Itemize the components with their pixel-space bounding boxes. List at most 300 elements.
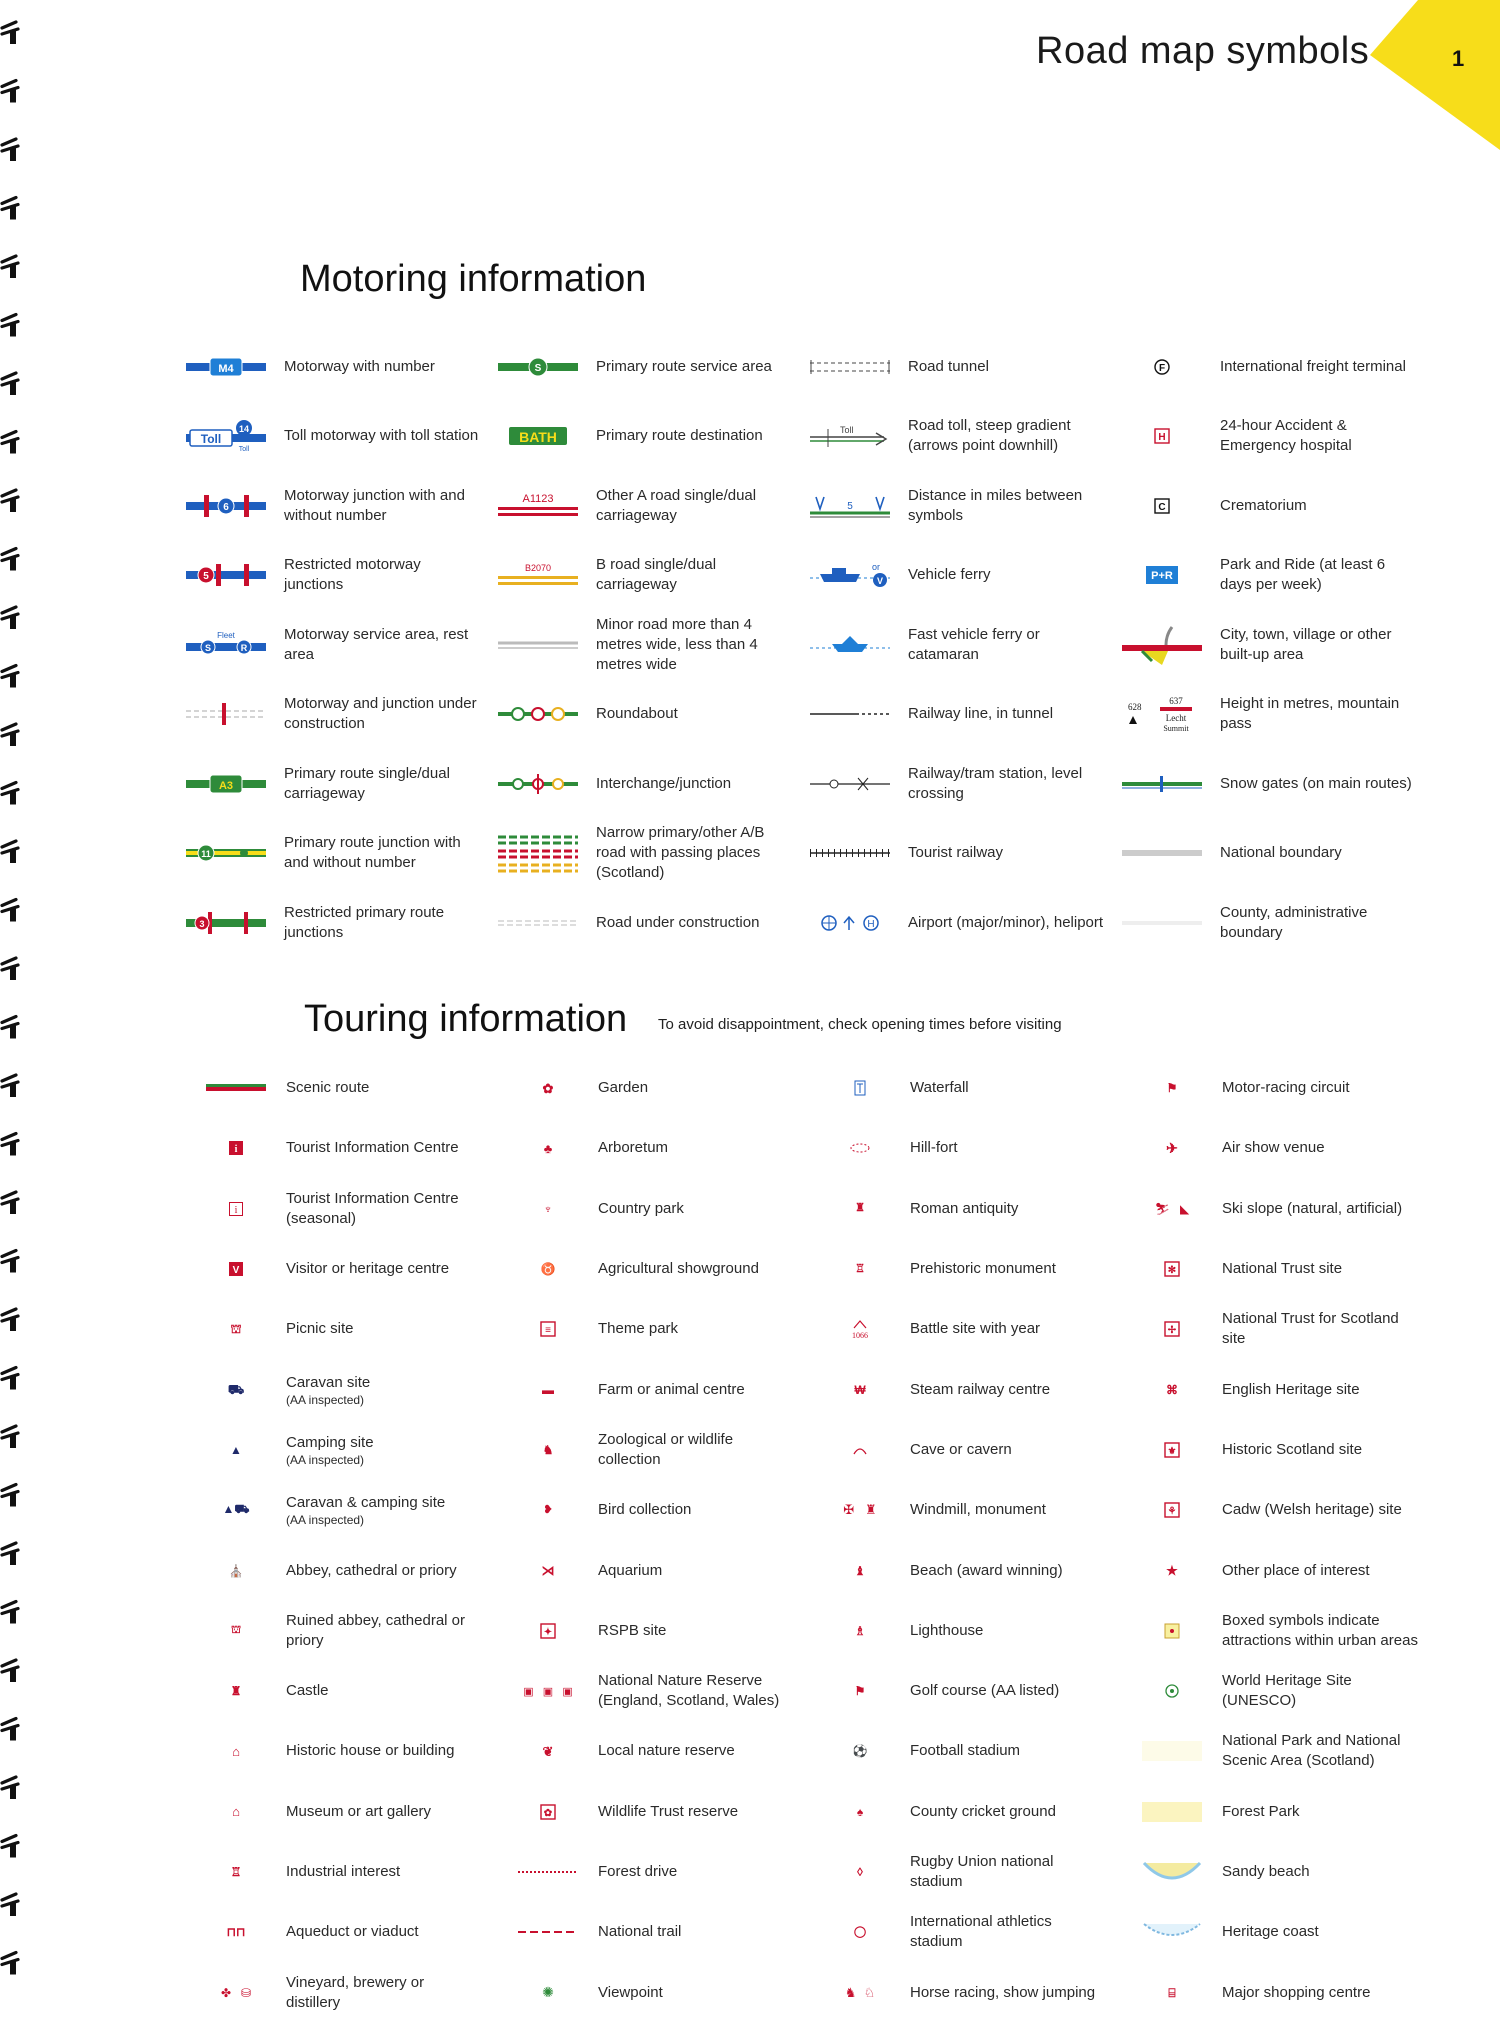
farm-icon: ▬ [542,1382,554,1397]
legend-label-text: Motorway and junction under construction [284,695,477,733]
touring-legend-item [512,1902,824,1962]
motoring-legend-item [806,819,1118,889]
legend-label-text: Cave or cavern [910,1440,1012,1458]
touring-legend-item [512,1239,824,1299]
motoring-item-label [596,823,792,883]
viewpoint-icon: ✺ [542,1984,554,2001]
touring-legend-item [200,1661,512,1721]
svg-text:A1123: A1123 [522,492,554,505]
legend-label-text: National trail [598,1923,682,1941]
touring-item-label [286,1189,482,1229]
freight-terminal-icon [1118,358,1206,376]
country-park-icon: ♆ [543,1201,553,1216]
svg-text:V: V [232,1265,240,1277]
touring-legend-item [1136,1239,1476,1299]
legend-label-text: Farm or animal centre [598,1380,745,1398]
touring-legend-item [512,1299,824,1359]
legend-label-text: Scenic route [286,1079,370,1097]
legend-label-text: National Trust for Scotland site [1222,1310,1399,1348]
svg-text:⚜: ⚜ [1167,1445,1177,1457]
forest-park-icon [1136,1802,1208,1822]
golf-icon: ⚑ [854,1684,866,1699]
svg-text:Fleet: Fleet [217,630,235,640]
svg-text:C: C [1158,501,1166,513]
zoo-icon: ♞ [542,1442,554,1457]
restricted-primary-icon [182,908,270,938]
b-road-icon [494,560,582,590]
cave-icon [824,1445,896,1455]
motoring-item-label [596,486,792,526]
legend-label-text: Historic house or building [286,1742,455,1760]
touring-item-label [598,1671,794,1711]
svg-text:⚘: ⚘ [1167,1506,1177,1518]
touring-legend-item [512,1721,824,1781]
primary-junction-icon [182,838,270,868]
touring-item-label [910,1741,1106,1761]
svg-text:or: or [872,562,881,573]
touring-item-label [1222,1671,1418,1711]
museum-icon: ⌂ [232,1804,240,1820]
legend-label-text: Crematorium [1220,496,1307,514]
motoring-legend-item [494,888,806,958]
aquarium-icon: ⋊ [541,1563,555,1579]
castle-icon: ♜ [230,1684,242,1699]
touring-legend-item [200,1782,512,1842]
cricket-icon: ♠ [856,1804,864,1819]
legend-label-text: Battle site with year [910,1320,1041,1338]
motoring-legend-item [1118,749,1458,819]
motoring-item-label [908,357,1104,377]
legend-sublabel: (AA inspected) [286,1513,365,1528]
legend-label-text: Hill-fort [910,1139,958,1157]
svg-text:Toll: Toll [840,425,854,436]
national-trail-icon [512,1929,584,1935]
legend-label-text: Zoological or wildlife collection [598,1430,734,1468]
motoring-item-label [284,833,480,873]
legend-label-text: Other place of interest [1222,1561,1370,1579]
touring-legend-item [512,1420,824,1480]
touring-legend-item [1136,1661,1476,1721]
legend-label-text: Tourist railway [908,844,1004,862]
showground-icon: ♉ [540,1262,556,1277]
svg-text:Toll: Toll [238,446,250,454]
corner-tab [1370,0,1500,150]
touring-item-label [286,1802,482,1822]
touring-item-label [598,1199,794,1219]
cadw-icon [1136,1502,1208,1518]
national-park-icon [1136,1741,1208,1761]
motoring-legend-item [806,888,1118,958]
touring-item-label [1222,1611,1418,1651]
touring-item-label [910,1199,1106,1219]
touring-item-label [598,1500,794,1520]
garden-icon: ✿ [542,1080,554,1096]
svg-text:Summit: Summit [1163,724,1189,734]
motoring-legend-item [182,402,494,472]
legend-label-text: Picnic site [286,1320,354,1338]
touring-item-label [286,1138,482,1158]
touring-item-label [286,1259,482,1279]
touring-legend-item [824,1420,1136,1480]
horse-racing-icon: ♞ ♘ [844,1984,876,2000]
local-nature-icon: ❦ [542,1743,554,1759]
touring-legend-item [824,1058,1136,1118]
toll-motorway-icon [182,418,270,454]
legend-label-text: Heritage coast [1222,1923,1319,1941]
national-boundary-icon [1118,848,1206,858]
legend-label-text: Horse racing, show jumping [910,1983,1096,2001]
touring-item-label [598,1319,794,1339]
touring-item-label [286,1973,482,2013]
legend-label-text: Road toll, steep gradient (arrows point downhill) [908,417,1071,455]
distance-icon [806,491,894,521]
touring-item-label [910,1621,1106,1641]
touring-legend-item [512,1842,824,1902]
touring-item-label [1222,1862,1418,1882]
motorway-construction-icon [182,699,270,729]
legend-label-text: Visitor or heritage centre [286,1260,450,1278]
legend-label-text: Ruined abbey, cathedral or priory [286,1611,466,1649]
motoring-item-label [284,903,480,943]
touring-legend-item [200,1902,512,1962]
legend-label-text: Cadw (Welsh heritage) site [1222,1501,1402,1519]
touring-legend-item [824,1239,1136,1299]
arboretum-icon: ♣ [543,1140,553,1156]
motoring-grid [182,332,1482,958]
touring-legend-item [824,1601,1136,1661]
motoring-item-label [1220,357,1416,377]
legend-label-text: Forest drive [598,1863,678,1880]
touring-item-label [910,1912,1106,1952]
touring-item-label [598,1621,794,1641]
svg-text:H: H [867,918,875,930]
legend-label-text: Boxed symbols indicate attractions within urban areas [1222,1611,1418,1649]
touring-item-label [286,1681,482,1701]
svg-text:5: 5 [203,571,209,583]
motoring-item-label [908,843,1104,863]
motoring-legend-item [494,541,806,611]
legend-label-text: Sandy beach [1222,1863,1310,1880]
motoring-legend-item [182,749,494,819]
legend-label-text: Primary route destination [596,427,763,445]
motoring-item-label [284,486,480,526]
motoring-item-label [596,555,792,595]
legend-label-text: Lighthouse [910,1621,984,1639]
legend-label-text: County, administrative boundary [1220,903,1368,941]
legend-label-text: Motorway with number [284,357,435,375]
legend-label-text: Caravan & camping site [286,1494,446,1512]
legend-label-text: Restricted motorway junctions [284,556,421,594]
touring-item-label [598,1138,794,1158]
legend-label-text: English Heritage site [1222,1380,1360,1398]
svg-text:M4: M4 [218,362,234,375]
svg-text:Lecht: Lecht [1165,713,1187,724]
legend-label-text: National Park and National Scenic Area (Scotland) [1222,1732,1401,1770]
park-and-ride-icon [1118,565,1206,585]
motoring-item-label [284,426,480,446]
heritage-coast-icon [1136,1920,1208,1944]
legend-label-text: Football stadium [910,1742,1021,1760]
touring-item-label [286,1741,482,1761]
legend-label-text: Fast vehicle ferry or catamaran [908,625,1040,663]
ruined-abbey-icon: ⛫ [230,1624,242,1637]
legend-label-text: National Trust site [1222,1260,1343,1278]
motoring-item-label [1220,903,1416,943]
athletics-icon: ◯ [853,1925,867,1938]
legend-label-text: Airport (major/minor), heliport [908,913,1104,931]
svg-text:BATH: BATH [519,429,557,446]
motoring-legend-item [806,471,1118,541]
motorway-service-icon [182,628,270,662]
svg-text:✢: ✢ [1167,1325,1177,1337]
touring-item-label [598,1741,794,1761]
legend-label-text: Bird collection [598,1501,692,1519]
touring-item-label [910,1500,1106,1520]
touring-legend-item [1136,1420,1476,1480]
shopping-icon: ⌸ [1168,1985,1176,2000]
legend-label-text: Roundabout [596,705,678,723]
motoring-item-label [1220,694,1416,734]
beach-icon: ♝ [854,1563,866,1578]
touring-item-label [1222,1199,1418,1219]
motoring-item-label [1220,774,1416,794]
touring-legend-item [200,1480,512,1540]
touring-item-label [1222,1440,1418,1460]
motoring-item-label [596,774,792,794]
touring-legend-item [200,1359,512,1419]
legend-label-text: Tourist Information Centre (seasonal) [286,1189,459,1227]
caravan-icon: ⛟ [227,1382,245,1398]
legend-label-text: Wildlife Trust reserve [598,1802,739,1820]
motoring-item-label [284,357,480,377]
page-number: 1 [1452,46,1465,71]
restricted-junction-icon [182,560,270,590]
legend-label-text: Other A road single/dual carriageway [596,486,757,524]
mountain-pass-icon [1118,694,1206,734]
motoring-legend-item [182,819,494,889]
legend-label-text: World Heritage Site (UNESCO) [1222,1672,1352,1710]
touring-title: Touring information [304,998,628,1040]
touring-item-label [286,1862,482,1882]
legend-label-text: Abbey, cathedral or priory [286,1561,457,1579]
legend-label-text: National boundary [1220,844,1342,862]
motoring-legend-item [1118,819,1458,889]
touring-legend-item [1136,1299,1476,1359]
legend-label-text: Restricted primary route junctions [284,903,445,941]
a-road-icon [494,491,582,521]
motoring-item-label [284,764,480,804]
touring-legend-item [200,1540,512,1600]
county-boundary-icon [1118,918,1206,928]
motoring-item-label [284,625,480,665]
touring-legend-item [512,1540,824,1600]
legend-label-text: City, town, village or other built-up area [1220,625,1392,663]
caravan-camping-icon: ▲⛟ [222,1502,250,1517]
touring-legend-item [200,1118,512,1178]
svg-text:A3: A3 [218,779,234,792]
motoring-legend-item [806,332,1118,402]
prehistoric-monument-icon: ♖ [855,1262,865,1275]
touring-legend-item [512,1058,824,1118]
scenic-route-icon [200,1082,272,1094]
legend-label-text: Motorway junction with and without number [284,486,465,524]
touring-item-label [1222,1802,1418,1822]
svg-text:Toll: Toll [200,432,222,447]
motoring-item-label [908,486,1104,526]
touring-item-label [598,1259,794,1279]
motoring-legend-item [1118,610,1458,680]
motoring-title: Motoring information [300,258,647,300]
touring-legend-item [200,1601,512,1661]
airport-icon [806,913,894,933]
svg-text:i: i [234,1204,238,1216]
legend-label-text: Minor road more than 4 metres wide, less than 4 metres wide [596,615,758,673]
svg-text:V: V [876,576,884,587]
motoring-item-label [596,913,792,933]
touring-legend-item [824,1842,1136,1902]
rspb-icon [512,1623,584,1639]
legend-label-text: Primary route service area [596,357,772,375]
svg-text:11: 11 [201,849,211,860]
touring-item-label [910,1983,1106,2003]
touring-legend-item [1136,1721,1476,1781]
motoring-legend-item [182,471,494,541]
vehicle-ferry-icon [806,560,894,590]
visitor-centre-icon [200,1262,272,1276]
legend-label-text: Prehistoric monument [910,1260,1056,1278]
touring-legend-item [1136,1480,1476,1540]
touring-legend-item [200,1962,512,2022]
legend-label-text: B road single/dual carriageway [596,556,717,594]
road-tunnel-icon [806,359,894,375]
roman-antiquity-icon: ♜ [855,1202,865,1215]
svg-text:628: 628 [1128,702,1142,713]
svg-text:14: 14 [238,424,250,435]
football-icon: ⚽ [852,1744,868,1759]
touring-item-label [1222,1500,1418,1520]
legend-label-text: Industrial interest [286,1863,401,1880]
touring-item-label [286,1561,482,1581]
touring-legend-item [824,1962,1136,2022]
motoring-legend-item [1118,332,1458,402]
page-title: Road map symbols [1036,30,1370,72]
interchange-icon [494,772,582,796]
legend-label-text: Height in metres, mountain pass [1220,695,1400,733]
primary-destination-icon [494,425,582,447]
legend-label-text: Major shopping centre [1222,1983,1371,2001]
touring-item-label [910,1078,1106,1098]
world-heritage-icon [1136,1683,1208,1699]
legend-label-text: Camping site [286,1433,374,1451]
motoring-legend-item [1118,471,1458,541]
touring-note: To avoid disappointment, check opening times before visiting [658,1016,1062,1033]
touring-item-label [598,1802,794,1822]
touring-legend-item [512,1962,824,2022]
tourist-info-seasonal-icon [200,1202,272,1216]
legend-sublabel: (AA inspected) [286,1452,365,1467]
motoring-legend-item [806,749,1118,819]
legend-label-text: Interchange/junction [596,774,732,792]
touring-legend-item [1136,1359,1476,1419]
spiral-binding [0,0,32,2033]
svg-text:3: 3 [199,918,205,929]
touring-legend-item [824,1721,1136,1781]
road-construction-icon [494,916,582,930]
legend-label-text: Park and Ride (at least 6 days per week) [1220,556,1386,594]
touring-legend-item [200,1058,512,1118]
touring-legend-item [512,1601,824,1661]
ski-slope-icon: ⛷ ◣ [1154,1201,1190,1216]
svg-text:i: i [234,1144,238,1156]
touring-legend-item [512,1480,824,1540]
legend-label-text: Historic Scotland site [1222,1440,1363,1458]
motorway-number-icon [182,354,270,380]
tourist-info-icon [200,1141,272,1155]
svg-text:B2070: B2070 [524,563,552,574]
wildlife-trust-icon [512,1804,584,1820]
legend-label-text: Distance in miles between symbols [908,486,1083,524]
waterfall-icon [824,1080,896,1096]
touring-item-label [598,1561,794,1581]
svg-text:S: S [204,642,212,653]
touring-legend-item [512,1359,824,1419]
legend-label-text: Road tunnel [908,357,989,375]
touring-legend-item [1136,1540,1476,1600]
industrial-icon: ♖ [230,1865,242,1879]
motoring-legend-item [806,402,1118,472]
touring-item-label [598,1380,794,1400]
legend-label-text: Vehicle ferry [908,566,991,584]
svg-text:R: R [240,642,248,653]
primary-service-area-icon [494,354,582,380]
touring-legend-item [824,1359,1136,1419]
motoring-legend-item [494,402,806,472]
english-heritage-icon: ⌘ [1166,1382,1178,1397]
svg-text:P+R: P+R [1151,570,1173,583]
touring-item-label [1222,1983,1418,2003]
touring-item-label [910,1138,1106,1158]
legend-label-text: County cricket ground [910,1802,1056,1820]
svg-text:637: 637 [1169,696,1183,707]
star-icon: ★ [1166,1563,1178,1579]
touring-legend-item [200,1721,512,1781]
motoring-legend-item [1118,402,1458,472]
motoring-item-label [908,704,1104,724]
legend-label-text: Castle [286,1682,329,1700]
touring-item-label [598,1922,794,1942]
motoring-item-label [596,615,792,675]
touring-legend-item [200,1299,512,1359]
air-show-icon: ✈ [1166,1140,1178,1157]
touring-item-label [286,1433,482,1467]
touring-item-label [1222,1138,1418,1158]
legend-label-text: International freight terminal [1220,357,1406,375]
touring-item-label [1222,1731,1418,1771]
motoring-legend-item [806,541,1118,611]
legend-label-text: National Nature Reserve (England, Scotland, Wales) [598,1672,780,1710]
motor-racing-icon: ⚑ [1166,1081,1178,1096]
motoring-legend-item [182,680,494,750]
touring-item-label [1222,1561,1418,1581]
legend-label-text: Ski slope (natural, artificial) [1222,1199,1403,1217]
legend-label-text: Railway/tram station, level crossing [908,764,1083,802]
legend-label-text: Primary route junction with and without number [284,834,461,872]
railway-station-icon [806,774,894,794]
touring-item-label [910,1319,1106,1339]
motoring-legend-item [806,680,1118,750]
motoring-item-label [908,565,1104,585]
historic-house-icon: ⌂ [232,1743,240,1759]
